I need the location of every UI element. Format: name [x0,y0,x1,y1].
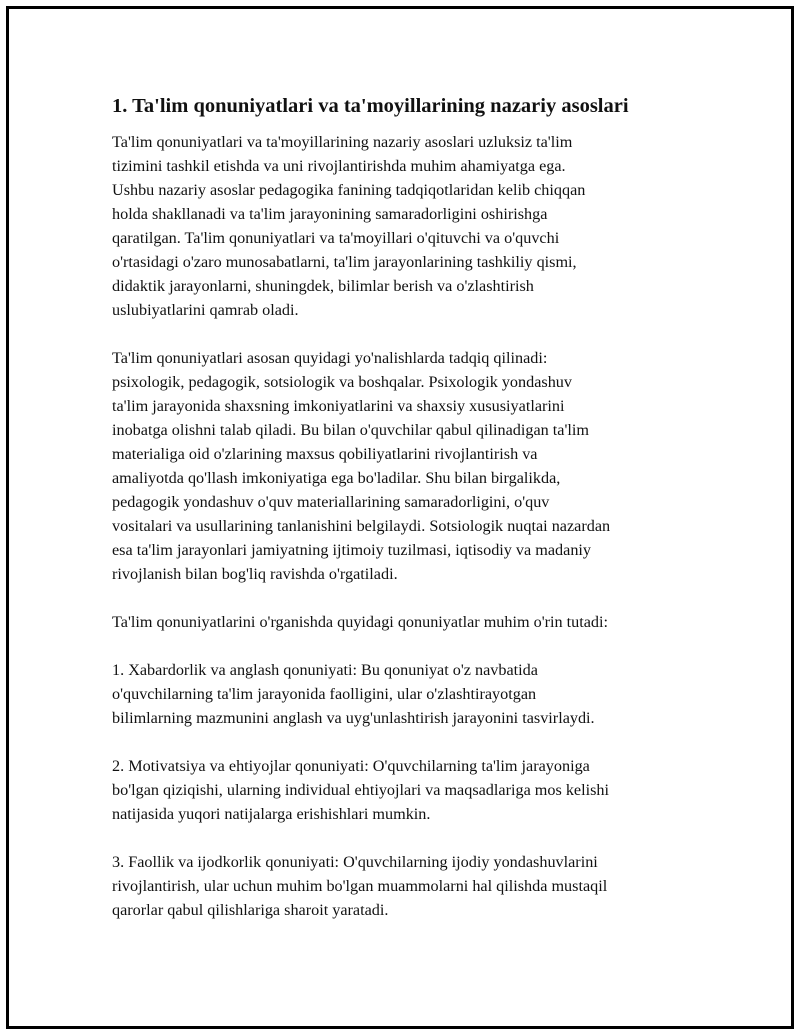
paragraph [112,850,702,922]
paragraph-list [112,130,702,922]
text-line: esa ta'lim jarayonlari jamiyatning ijtimoiy tuzilmasi, iqtisodiy va madaniy [112,541,592,559]
text-line: natijasida yuqori natijalarga erishishlari mumkin. [112,805,431,823]
text-line: tizimini tashkil etishda va uni rivojlantirishda muhim ahamiyatga ega. [112,157,566,175]
text-line: vositalari va usullarining tanlanishini belgilaydi. Sotsiologik nuqtai nazardan [112,517,611,535]
text-line: pedagogik yondashuv o'quv materiallarining samaradorligini, o'quv [112,493,550,511]
document-body [112,93,702,946]
paragraph [112,346,702,586]
paragraph [112,130,702,322]
text-line: o'rtasidagi o'zaro munosabatlarni, ta'lim jarayonlarining tashkiliy qismi, [112,253,577,271]
text-line: 3. Faollik va ijodkorlik qonuniyati: O'quvchilarning ijodiy yondashuvlarini [112,853,598,871]
paragraph [112,610,702,634]
text-line: qaratilgan. Ta'lim qonuniyatlari va ta'moyillari o'qituvchi va o'quvchi [112,229,560,247]
text-line: Ta'lim qonuniyatlari va ta'moyillarining nazariy asoslari uzluksiz ta'lim [112,133,573,151]
text-line: Ta'lim qonuniyatlarini o'rganishda quyidagi qonuniyatlar muhim o'rin tutadi: [112,613,609,631]
text-line: 2. Motivatsiya va ehtiyojlar qonuniyati: O'quvchilarning ta'lim jarayoniga [112,757,590,775]
text-line: didaktik jarayonlarni, shuningdek, bilimlar berish va o'zlashtirish [112,277,534,295]
text-line: bilimlarning mazmunini anglash va uyg'unlashtirish jarayonini tasvirlaydi. [112,709,595,727]
text-line: rivojlantirish, ular uchun muhim bo'lgan muammolarni hal qilishda mustaqil [112,877,608,895]
document-title: 1. Ta'lim qonuniyatlari va ta'moyillarining nazariy asoslari [112,95,629,117]
text-line: rivojlanish bilan bog'liq ravishda o'rgatiladi. [112,565,398,583]
text-line: amaliyotda qo'llash imkoniyatiga ega bo'ladilar. Shu bilan birgalikda, [112,469,561,487]
text-line: inobatga olishni talab qiladi. Bu bilan o'quvchilar qabul qilinadigan ta'lim [112,421,589,439]
text-line: qarorlar qabul qilishlariga sharoit yaratadi. [112,901,389,919]
text-line: holda shakllanadi va ta'lim jarayonining samaradorligini oshirishga [112,205,548,223]
text-line: o'quvchilarning ta'lim jarayonida faolligini, ular o'zlashtirayotgan [112,685,537,703]
text-line: uslubiyatlarini qamrab oladi. [112,301,299,319]
text-line: ta'lim jarayonida shaxsning imkoniyatlarini va shaxsiy xususiyatlarini [112,397,565,415]
text-line: materialiga oid o'zlarining maxsus qobiliyatlarini rivojlantirish va [112,445,538,463]
paragraph [112,754,702,826]
text-line: psixologik, pedagogik, sotsiologik va boshqalar. Psixologik yondashuv [112,373,572,391]
text-line: Ushbu nazariy asoslar pedagogika fanining tadqiqotlaridan kelib chiqqan [112,181,586,199]
text-line: 1. Xabardorlik va anglash qonuniyati: Bu qonuniyat o'z navbatida [112,661,538,679]
text-line: bo'lgan qiziqishi, ularning individual ehtiyojlari va maqsadlariga mos kelishi [112,781,609,799]
paragraph [112,658,702,730]
text-line: Ta'lim qonuniyatlari asosan quyidagi yo'nalishlarda tadqiq qilinadi: [112,349,548,367]
